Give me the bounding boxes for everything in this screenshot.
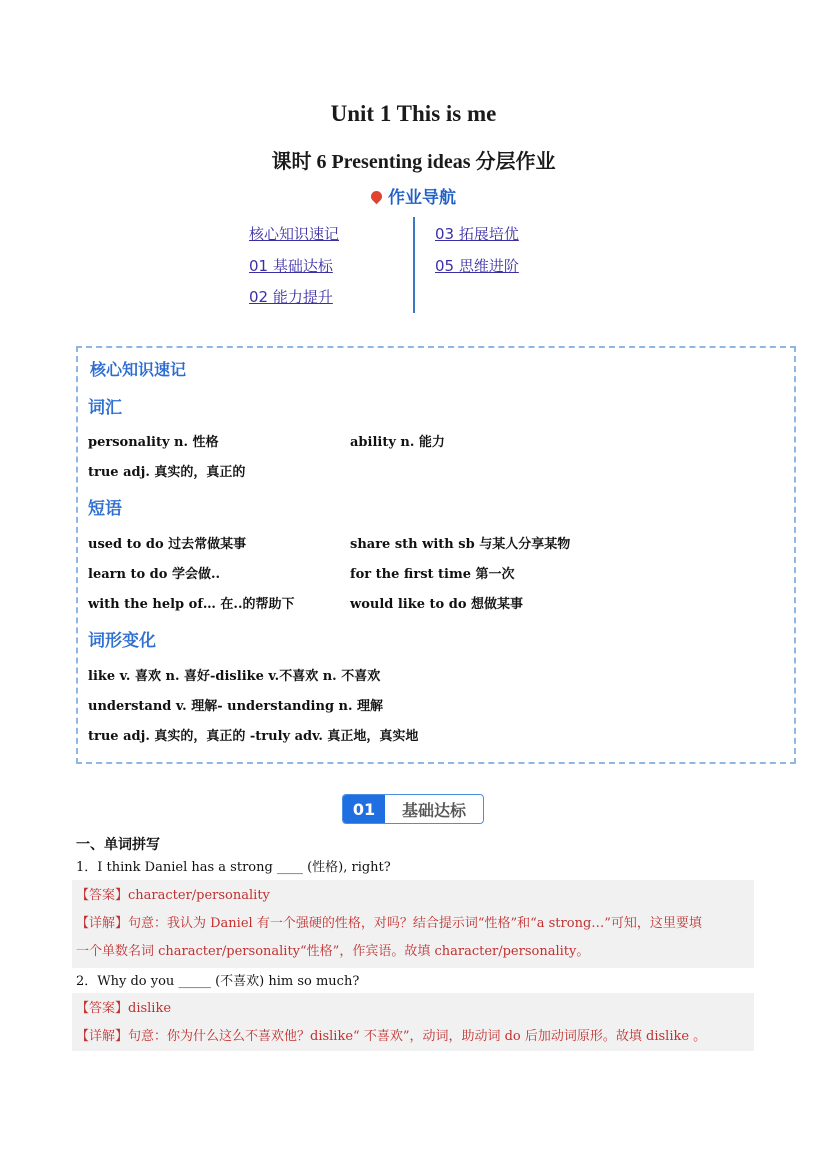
vocab-item: personality n. 性格 [88,435,219,450]
nav-link-02[interactable]: 02 能力提升 [249,288,333,306]
phrase-item: with the help of… 在..的帮助下 [88,597,295,612]
nav-link-03[interactable]: 03 拓展培优 [435,225,519,243]
section-tag [342,794,484,824]
answer-1: 【答案】character/personality [76,888,270,903]
answer-2: 【答案】dislike [76,1001,172,1016]
form-item: understand v. 理解- understanding n. 理解 [88,699,384,714]
nav-divider [413,217,415,313]
nav-heading: 作业导航 [0,183,827,208]
phrase-item: for the first time 第一次 [350,567,515,582]
phrase-item: share sth with sb 与某人分享某物 [350,537,571,552]
explain-1-line-1: 【详解】句意：我认为 Daniel 有一个强硬的性格，对吗？结合提示词“性格”和“a strong…”可知，这里要填 [76,916,702,931]
section-label: 基础达标 [401,800,466,820]
question-1: 1．I think Daniel has a strong ____ (性格), right? [76,860,391,875]
nav-link-core-knowledge[interactable]: 核心知识速记 [249,225,340,243]
vocab-heading: 词汇 [88,398,122,418]
nav-link-05[interactable]: 05 思维进阶 [435,257,519,275]
section-number: 01 [343,795,385,823]
explain-1-line-2: 一个单数名词 character/personality“性格”，作宾语。故填 character/personality。 [76,944,590,959]
knowledge-badge: 核心知识速记 [90,360,187,379]
forms-heading: 词形变化 [88,631,156,651]
phrase-item: learn to do 学会做.. [88,567,220,582]
form-item: like v. 喜欢 n. 喜好-dislike v.不喜欢 n. 不喜欢 [88,669,381,684]
phrase-item: used to do 过去常做某事 [88,537,247,552]
page-title: Unit 1 This is me [330,101,497,126]
location-pin-icon [369,189,385,205]
nav-link-01[interactable]: 01 基础达标 [249,257,333,275]
phrase-item: would like to do 想做某事 [350,597,524,612]
phrase-heading: 短语 [88,499,122,519]
vocab-item: true adj. 真实的，真正的 [88,465,246,480]
question-2: 2．Why do you _____ (不喜欢) him so much? [76,974,360,989]
page-subtitle: 课时 6 Presenting ideas 分层作业 [271,151,556,173]
explain-2-line-1: 【详解】句意：你为什么这么不喜欢他？dislike“ 不喜欢”，动词，助动词 do 后加动词原形。故填 dislike 。 [76,1029,707,1044]
vocab-item: ability n. 能力 [350,435,445,450]
form-item: true adj. 真实的，真正的 -truly adv. 真正地，真实地 [88,729,419,744]
part-heading: 一、单词拼写 [76,837,160,853]
